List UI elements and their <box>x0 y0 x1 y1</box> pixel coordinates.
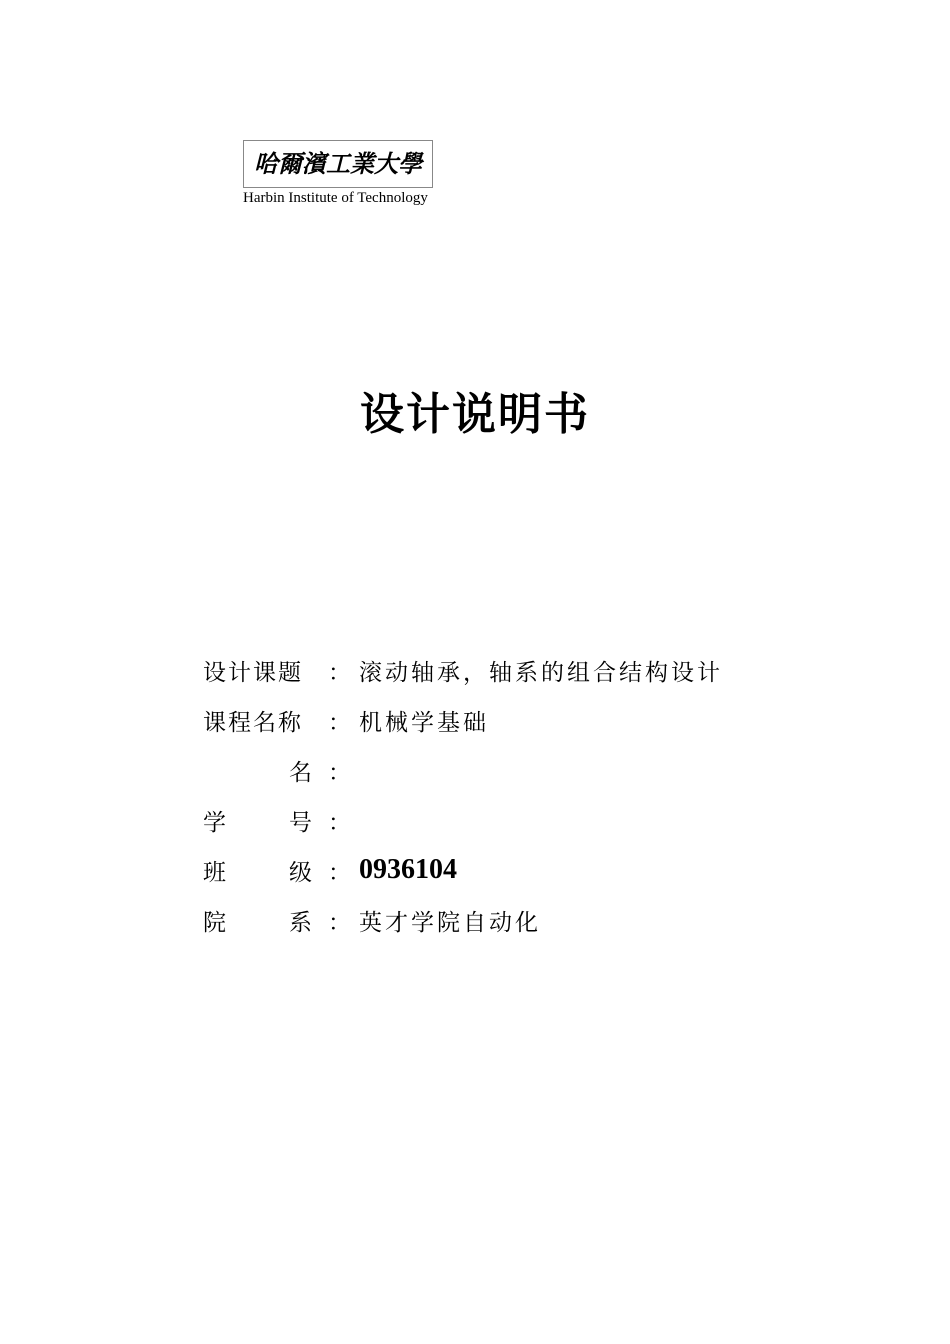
field-value: 0936104 <box>359 854 457 885</box>
field-class <box>203 845 823 895</box>
field-value: 滚动轴承，轴系的组合结构设计 <box>359 659 723 686</box>
field-label: 课程名称 <box>203 709 303 736</box>
logo-calligraphy-box <box>243 140 433 188</box>
field-department <box>203 895 823 945</box>
field-label-first: 院 <box>203 909 228 936</box>
field-value: 英才学院自动化 <box>359 909 541 936</box>
field-student-id <box>203 795 823 845</box>
field-label-second: 级 <box>289 859 314 886</box>
field-colon: ： <box>328 809 351 836</box>
field-colon: ： <box>328 709 351 736</box>
field-value: 机械学基础 <box>359 709 489 736</box>
logo-chinese-name: 哈爾濱工業大學 <box>254 149 422 178</box>
field-colon: ： <box>328 909 351 936</box>
field-course-name <box>203 695 823 745</box>
document-title: 设计说明书 <box>360 389 590 440</box>
field-colon: ： <box>328 659 351 686</box>
field-label-second: 名 <box>289 759 314 786</box>
field-design-topic <box>203 645 823 695</box>
field-label: 设计课题 <box>203 659 303 686</box>
university-logo <box>243 140 453 207</box>
field-label-first: 班 <box>203 859 228 886</box>
field-label-second: 系 <box>289 909 314 936</box>
field-colon: ： <box>328 759 351 786</box>
logo-english-name: Harbin Institute of Technology <box>243 190 428 206</box>
field-label-first: 学 <box>203 809 228 836</box>
field-label-second: 号 <box>289 809 314 836</box>
field-name <box>203 745 823 795</box>
field-colon: ： <box>328 859 351 886</box>
info-fields <box>203 645 823 945</box>
